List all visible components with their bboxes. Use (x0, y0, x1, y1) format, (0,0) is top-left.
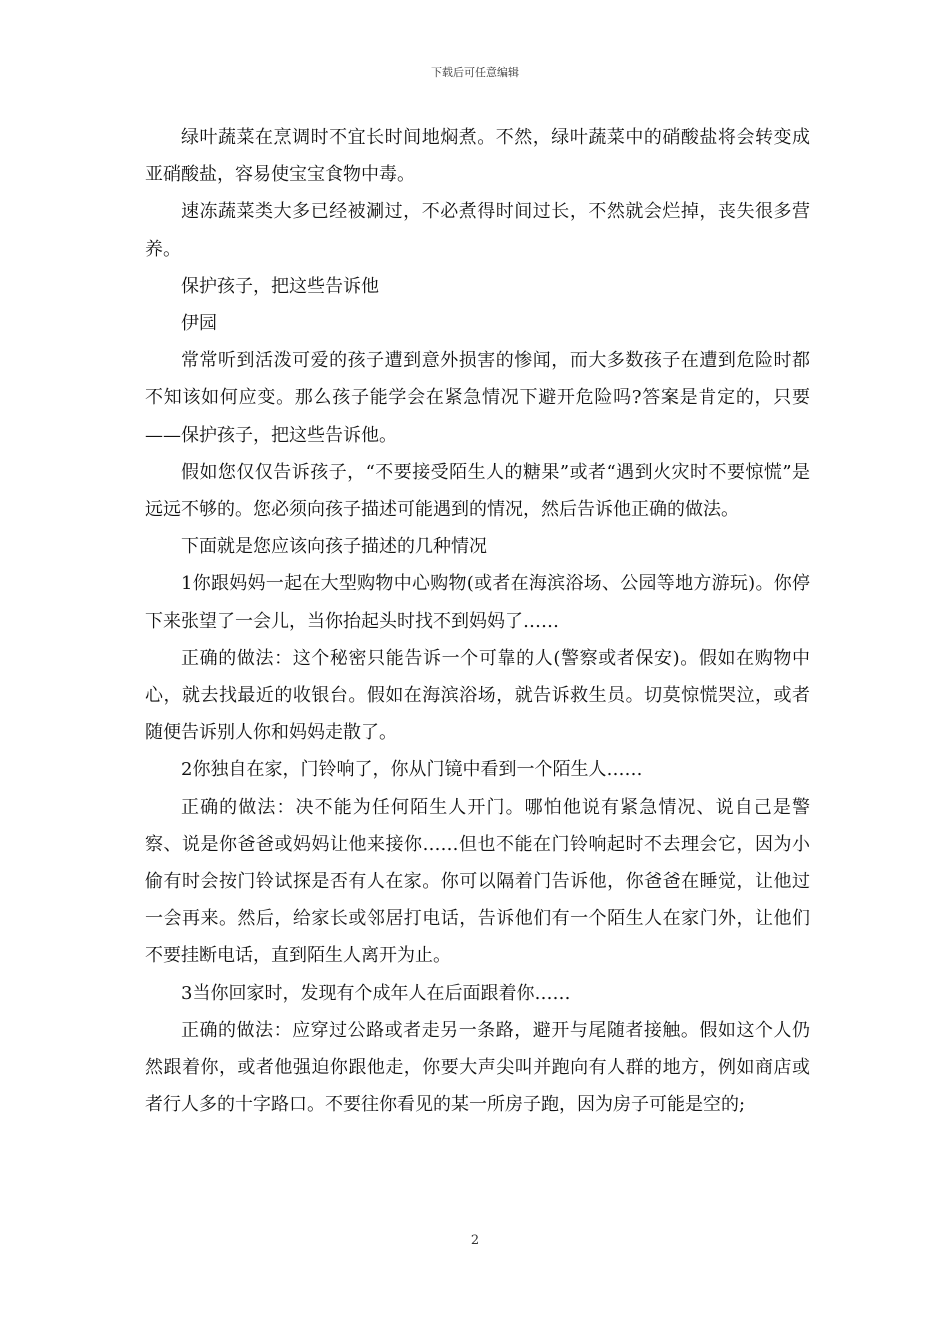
paragraph: 3当你回家时，发现有个成年人在后面跟着你…… (181, 982, 571, 1004)
page-header: 下载后可任意编辑 (431, 66, 519, 79)
document-body (145, 119, 810, 1123)
section-title: 保护孩子，把这些告诉他 (181, 275, 379, 297)
paragraph: 假如您仅仅告诉孩子，“不要接受陌生人的糖果”或者“遇到火灾时不要惊慌”是远远不够的。您必须向孩子描述可能遇到的情况，然后告诉他正确的做法。 (145, 461, 810, 521)
paragraph: 常常听到活泼可爱的孩子遭到意外损害的惨闻，而大多数孩子在遭到危险时都不知该如何应变。那么孩子能学会在紧急情况下避开危险吗?答案是肯定的，只要——保护孩子，把这些告诉他。 (145, 350, 810, 446)
paragraph: 正确的做法：这个秘密只能告诉一个可靠的人(警察或者保安)。假如在购物中心，就去找最近的收银台。假如在海滨浴场，就告诉救生员。切莫惊慌哭泣，或者随便告诉别人你和妈妈走散了。 (145, 647, 810, 744)
paragraph: 绿叶蔬菜在烹调时不宜长时间地焖煮。不然，绿叶蔬菜中的硝酸盐将会转变成亚硝酸盐，容易使宝宝食物中毒。 (145, 127, 810, 186)
paragraph: 速冻蔬菜类大多已经被涮过，不必煮得时间过长，不然就会烂掉，丧失很多营养。 (145, 201, 810, 260)
author: 伊园 (181, 313, 217, 335)
page-number: 2 (470, 1233, 480, 1248)
paragraph: 1你跟妈妈一起在大型购物中心购物(或者在海滨浴场、公园等地方游玩)。你停下来张望了一会儿，当你抬起头时找不到妈妈了…… (145, 573, 810, 632)
paragraph: 下面就是您应该向孩子描述的几种情况 (181, 536, 487, 558)
paragraph: 正确的做法：应穿过公路或者走另一条路，避开与尾随者接触。假如这个人仍然跟着你，或者他强迫你跟他走，你要大声尖叫并跑向有人群的地方，例如商店或者行人多的十字路口。不要往你看见的某一所房子跑，因为房子可能是空的; (145, 1019, 810, 1116)
paragraph: 正确的做法：决不能为任何陌生人开门。哪怕他说有紧急情况、说自己是警察、说是你爸爸或妈妈让他来接你……但也不能在门铃响起时不去理会它，因为小偷有时会按门铃试探是否有人在家。你可以隔着门告诉他，你爸爸在睡觉，让他过一会再来。然后，给家长或邻居打电话，告诉他们有一个陌生人在家门外，让他们不要挂断电话，直到陌生人离开为止。 (145, 796, 810, 967)
paragraph: 2你独自在家，门铃响了，你从门镜中看到一个陌生人…… (181, 759, 643, 781)
